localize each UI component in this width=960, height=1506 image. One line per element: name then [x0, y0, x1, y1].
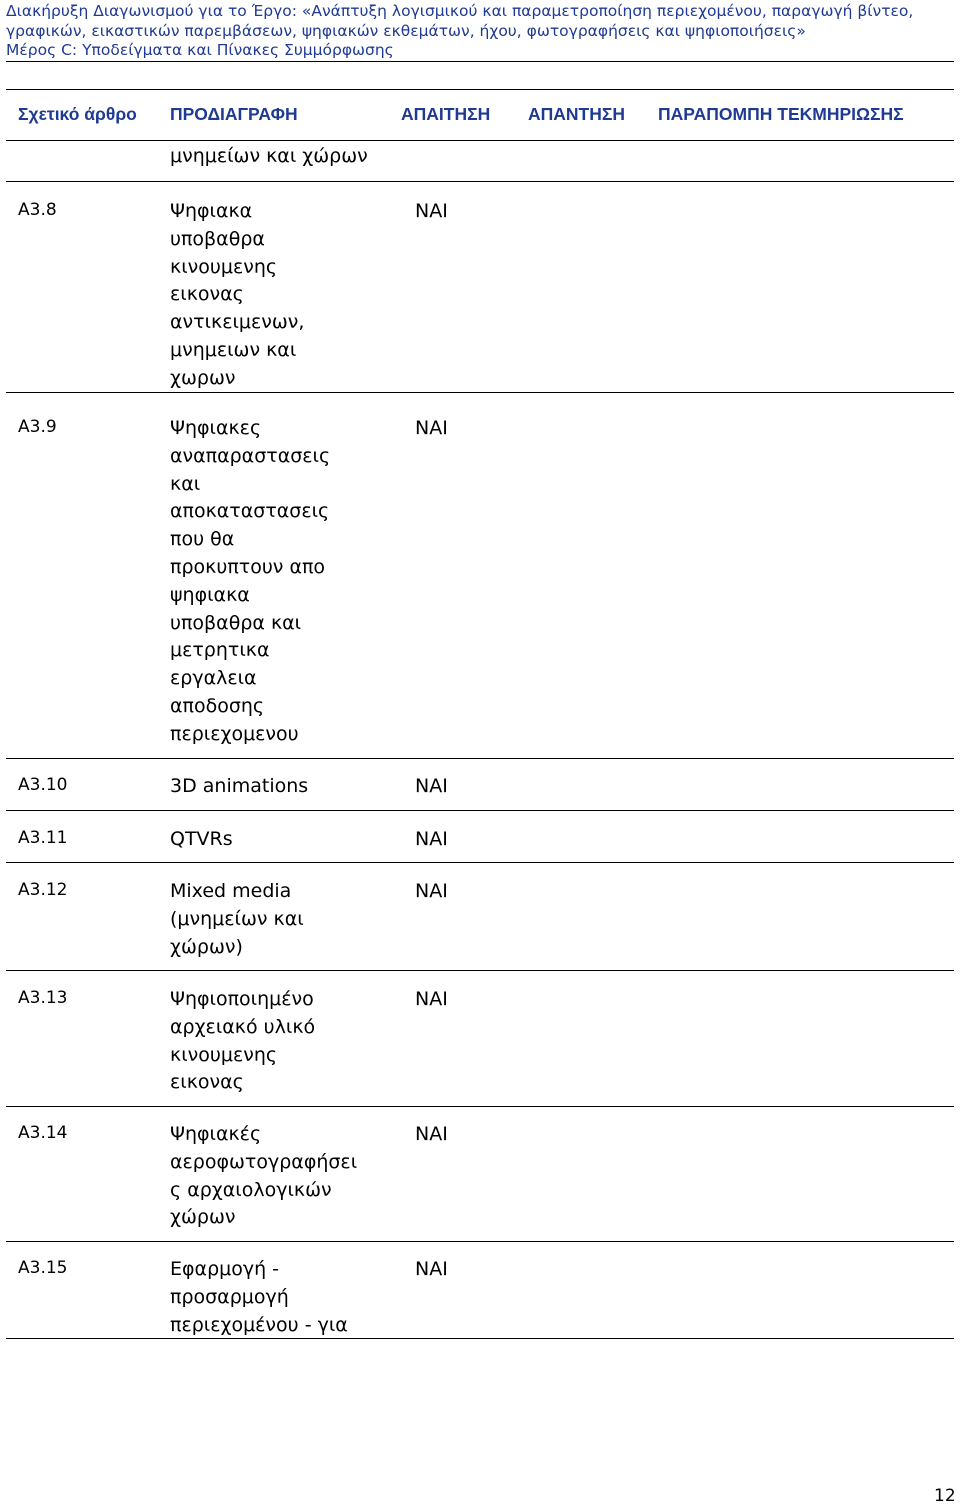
specification-line: υποβαθρα και — [170, 611, 302, 634]
row-divider — [6, 1338, 954, 1339]
page-number: 12 — [934, 1486, 956, 1506]
specification-line: χωρων — [170, 366, 236, 389]
specification-line: Ψηφιακες — [170, 417, 262, 439]
cell-requirement: ΝΑΙ — [415, 200, 448, 222]
specification-line: αναπαραστασεις — [170, 444, 331, 467]
column-header-requirement: ΑΠΑΙΤΗΣΗ — [401, 104, 491, 124]
specification-line: Εφαρμογή - — [170, 1258, 280, 1280]
cell-specification — [170, 878, 304, 961]
cell-requirement: ΝΑΙ — [415, 417, 448, 439]
cell-requirement: ΝΑΙ — [415, 828, 448, 850]
specification-line: 3D animations — [170, 775, 309, 797]
cell-specification — [170, 1256, 348, 1339]
column-header-response: ΑΠΑΝΤΗΣΗ — [528, 104, 626, 124]
row-divider — [6, 862, 954, 863]
cell-specification — [170, 198, 304, 393]
cell-article-id: A3.12 — [18, 880, 68, 900]
table-header-rule — [6, 140, 954, 141]
row-divider — [6, 1241, 954, 1242]
specification-line: περιεχομενου — [170, 722, 299, 745]
cell-requirement: ΝΑΙ — [415, 988, 448, 1010]
cell-requirement: ΝΑΙ — [415, 880, 448, 902]
row-divider — [6, 810, 954, 811]
specification-line: μνημείων και χώρων — [170, 145, 368, 167]
specification-line: εικονας — [170, 1071, 244, 1094]
header-underline — [6, 61, 954, 62]
specification-line: αεροφωτογραφήσει — [170, 1150, 358, 1173]
specification-line: εικονας — [170, 283, 244, 306]
cell-specification — [170, 826, 233, 854]
specification-line: χώρων — [170, 1206, 236, 1229]
specification-line: περιεχομένου - για — [170, 1313, 348, 1336]
row-divider — [6, 181, 954, 182]
cell-requirement: ΝΑΙ — [415, 1123, 448, 1145]
specification-line: προκυπτουν απο — [170, 555, 326, 578]
specification-line: υποβαθρα — [170, 227, 265, 250]
cell-specification — [170, 1121, 357, 1232]
cell-article-id: A3.15 — [18, 1258, 68, 1278]
specification-line: χώρων) — [170, 935, 243, 958]
cell-article-id: A3.9 — [18, 417, 57, 437]
cell-article-id: A3.14 — [18, 1123, 68, 1143]
header-section-line: Μέρος C: Υποδείγματα και Πίνακες Συμμόρφωσης — [6, 41, 394, 59]
specification-line: ψηφιακα — [170, 583, 250, 606]
specification-line: αποκαταστασεις — [170, 500, 330, 523]
specification-line: προσαρμογή — [170, 1285, 289, 1308]
specification-line: κινουμενης — [170, 1043, 278, 1066]
column-header-article: Σχετικό άρθρο — [18, 104, 137, 124]
specification-line: ς αρχαιολογικών — [170, 1178, 332, 1201]
specification-line: Ψηφιοποιημένο — [170, 988, 314, 1010]
specification-line: που θα — [170, 528, 235, 551]
cell-requirement: ΝΑΙ — [415, 1258, 448, 1280]
specification-line: Mixed media — [170, 880, 292, 902]
cell-requirement: ΝΑΙ — [415, 775, 448, 797]
specification-line: Ψηφιακα — [170, 200, 253, 222]
row-divider — [6, 758, 954, 759]
specification-line: αποδοσης — [170, 694, 265, 717]
specification-line: Ψηφιακές — [170, 1123, 262, 1145]
cell-article-id: A3.11 — [18, 828, 68, 848]
specification-line: και — [170, 472, 201, 495]
specification-line: εργαλεια — [170, 667, 257, 690]
cell-specification — [170, 143, 368, 171]
header-title-line-2: γραφικών, εικαστικών παρεμβάσεων, ψηφιακών εκθεμάτων, ήχου, φωτογραφήσεις και ψηφιοποιήσεις» — [6, 21, 806, 40]
cell-article-id: A3.10 — [18, 775, 68, 795]
column-header-specification: ΠΡΟΔΙΑΓΡΑΦΗ — [170, 104, 298, 124]
cell-specification — [170, 415, 330, 749]
specification-line: QTVRs — [170, 828, 233, 850]
specification-line: κινουμενης — [170, 255, 278, 278]
cell-specification — [170, 773, 308, 801]
specification-line: αντικειμενων, — [170, 311, 305, 334]
row-divider — [6, 970, 954, 971]
header-title-line-1: Διακήρυξη Διαγωνισμού για το Έργο: «Ανάπτυξη λογισμικού και παραμετροποίηση περιεχομένου, παραγωγή βίντεο, — [6, 2, 914, 20]
specification-line: μνημειων και — [170, 338, 297, 361]
cell-specification — [170, 986, 315, 1097]
cell-article-id: A3.13 — [18, 988, 68, 1008]
table-top-rule — [6, 89, 954, 90]
row-divider — [6, 392, 954, 393]
cell-article-id: A3.8 — [18, 200, 57, 220]
document-header — [6, 2, 954, 61]
row-divider — [6, 1106, 954, 1107]
specification-line: (μνημείων και — [170, 907, 304, 930]
specification-line: μετρητικα — [170, 639, 270, 662]
specification-line: αρχειακό υλικό — [170, 1015, 316, 1038]
column-header-reference: ΠΑΡΑΠΟΜΠΗ ΤΕΚΜΗΡΙΩΣΗΣ — [658, 104, 904, 124]
